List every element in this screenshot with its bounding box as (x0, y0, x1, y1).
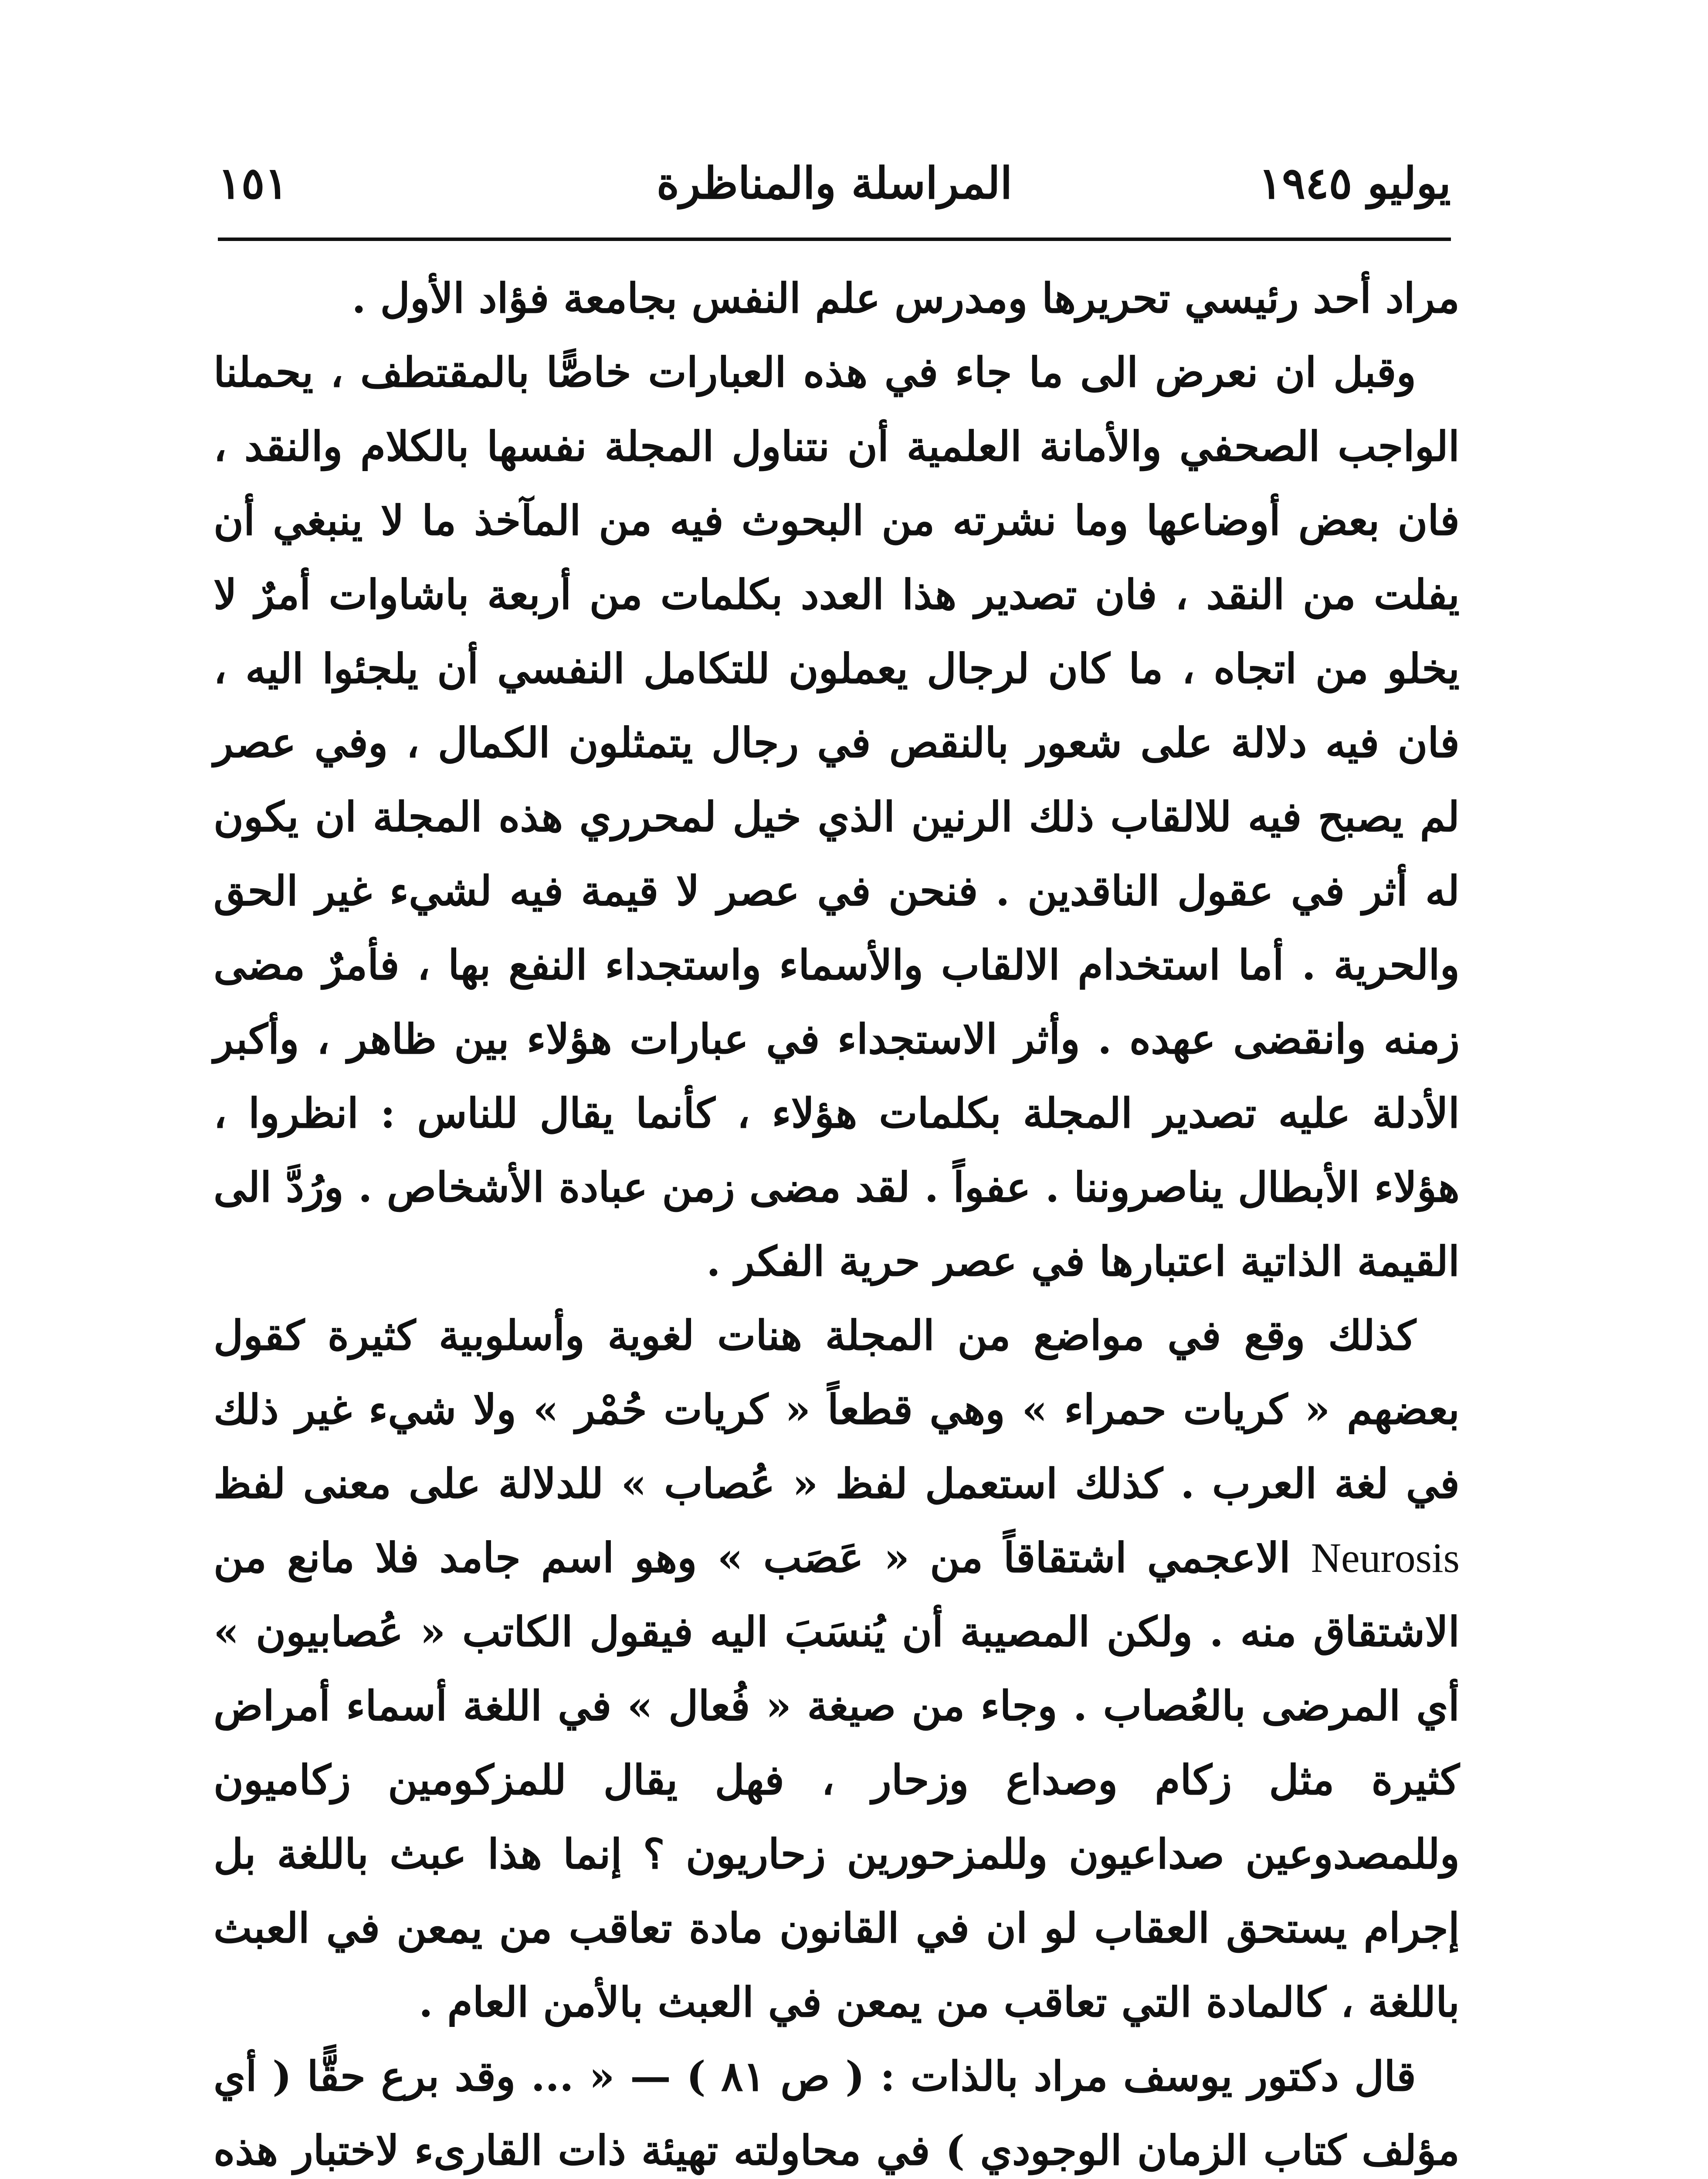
paragraph-3 (214, 1299, 1460, 2040)
paragraph-4: قال دكتور يوسف مراد بالذات : ( ص ٨١ ) — « ... وقد برع حقًّا ( أي مؤلف كتاب الزمان الوجودي ) في محاولته تهيئة ذات القارىء لاختبار هذه (214, 2053, 1460, 2175)
paragraph-3-text-end: الاعجمي اشتقاقاً من « عَصَب » وهو اسم جامد فلا مانع من الاشتقاق منه . ولكن المصيبة أن يُنسَبَ اليه فيقول الكاتب « عُصابيون » أي المرضى بالعُصاب . وجاء من صيغة « فُعال » في اللغة أسماء أمراض كثيرة مثل زكام وصداع وزحار ، فهل يقال للمزكومين زكاميون وللمصدوعين صداعيون وللمزحورين زحاريون ؟ إنما هذا عبث باللغة بل إجرام يستحق العقاب لو ان في القانون مادة تعاقب من يمعن في العبث باللغة ، كالمادة التي تعاقب من يمعن في العبث بالأمن العام . (214, 1534, 1460, 2026)
article-body (214, 261, 1460, 2179)
header-title: المراسلة والمناظرة (656, 157, 1013, 209)
header-date: يوليو ١٩٤٥ (1258, 157, 1451, 209)
paragraph-1: مراد أحد رئيسي تحريرها ومدرس علم النفس بجامعة فؤاد الأول . (352, 275, 1460, 322)
paragraph-3-text-start: كذلك وقع في مواضع من المجلة هنات لغوية وأسلوبية كثيرة كقول بعضهم « كريات حمراء » وهي قطعاً « كريات حُمْر » ولا شيء غير ذلك في لغة العرب . كذلك استعمل لفظ « عُصاب » للدلالة على معنى لفظ (214, 1312, 1460, 1508)
page-number: ١٥١ (218, 157, 288, 209)
running-header (218, 153, 1451, 218)
header-rule (218, 238, 1451, 241)
paragraph-3-latin-term: Neurosis (1311, 1534, 1460, 1581)
paragraph-2: وقبل ان نعرض الى ما جاء في هذه العبارات خاصًّا بالمقتطف ، يحملنا الواجب الصحفي والأمانة العلمية أن نتناول المجلة نفسها بالكلام والنقد ، فان بعض أوضاعها وما نشرته من البحوث فيه من المآخذ ما لا ينبغي أن يفلت من النقد ، فان تصدير هذا العدد بكلمات من أربعة باشاوات أمرٌ لا يخلو من اتجاه ، ما كان لرجال يعملون للتكامل النفسي أن يلجئوا اليه ، فان فيه دلالة على شعور بالنقص في رجال يتمثلون الكمال ، وفي عصر لم يصبح فيه للالقاب ذلك الرنين الذي خيل لمحرري هذه المجلة ان يكون له أثر في عقول الناقدين . فنحن في عصر لا قيمة فيه لشيء غير الحق والحرية . أما استخدام الالقاب والأسماء واستجداء النفع بها ، فأمرٌ مضى زمنه وانقضى عهده . وأثر الاستجداء في عبارات هؤلاء بين ظاهر ، وأكبر الأدلة عليه تصدير المجلة بكلمات هؤلاء ، كأنما يقال للناس : انظروا ، هؤلاء الأبطال يناصروننا . عفواً . لقد مضى زمن عبادة الأشخاص . ورُدَّ الى القيمة الذاتية اعتبارها في عصر حرية الفكر . (214, 349, 1460, 1286)
